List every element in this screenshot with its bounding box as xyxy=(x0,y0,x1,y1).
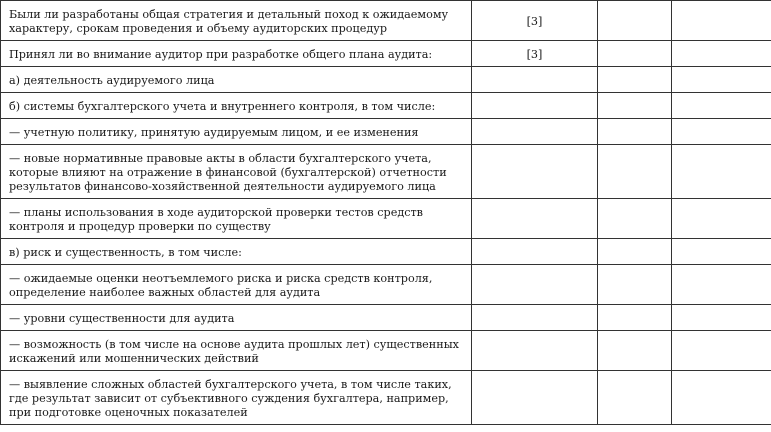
reference-cell xyxy=(472,199,598,239)
table-row xyxy=(1,67,771,93)
reference-cell xyxy=(472,265,598,305)
answer-cell xyxy=(598,67,672,93)
answer-cell xyxy=(598,265,672,305)
comment-cell xyxy=(672,41,771,67)
comment-cell xyxy=(672,145,771,199)
reference-cell: [3] xyxy=(472,41,598,67)
question-cell: — выявление сложных областей бухгалтерского учета, в том числе таких, где результат зависит от субъективного суждения бухгалтера, например, при подготовке оценочных показателей xyxy=(1,371,472,425)
answer-cell xyxy=(598,1,672,41)
comment-cell xyxy=(672,119,771,145)
question-cell: а) деятельность аудируемого лица xyxy=(1,67,472,93)
question-cell: б) системы бухгалтерского учета и внутреннего контроля, в том числе: xyxy=(1,93,472,119)
comment-cell xyxy=(672,305,771,331)
table-row xyxy=(1,199,771,239)
answer-cell xyxy=(598,239,672,265)
comment-cell xyxy=(672,93,771,119)
reference-cell xyxy=(472,119,598,145)
reference-cell xyxy=(472,331,598,371)
answer-cell xyxy=(598,41,672,67)
table-row xyxy=(1,1,771,41)
comment-cell xyxy=(672,239,771,265)
reference-cell xyxy=(472,145,598,199)
reference-cell xyxy=(472,67,598,93)
answer-cell xyxy=(598,305,672,331)
comment-cell xyxy=(672,371,771,425)
reference-cell xyxy=(472,371,598,425)
answer-cell xyxy=(598,145,672,199)
comment-cell xyxy=(672,331,771,371)
comment-cell xyxy=(672,1,771,41)
question-cell: — новые нормативные правовые акты в области бухгалтерского учета, которые влияют на отражение в финансовой (бухгалтерской) отчетности результатов финансово-хозяйственной деятельности аудируемого лица xyxy=(1,145,472,199)
question-cell: — возможность (в том числе на основе аудита прошлых лет) существенных искажений или мошеннических действий xyxy=(1,331,472,371)
table-row xyxy=(1,371,771,425)
table-row xyxy=(1,239,771,265)
table-row xyxy=(1,119,771,145)
question-cell: — ожидаемые оценки неотъемлемого риска и риска средств контроля, определение наиболее важных областей для аудита xyxy=(1,265,472,305)
reference-cell xyxy=(472,239,598,265)
question-cell: Были ли разработаны общая стратегия и детальный поход к ожидаемому характеру, срокам проведения и объему аудиторских процедур xyxy=(1,1,472,41)
reference-cell xyxy=(472,93,598,119)
question-cell: — уровни существенности для аудита xyxy=(1,305,472,331)
comment-cell xyxy=(672,199,771,239)
table-row xyxy=(1,41,771,67)
answer-cell xyxy=(598,199,672,239)
answer-cell xyxy=(598,119,672,145)
table-row xyxy=(1,265,771,305)
question-cell: — планы использования в ходе аудиторской проверки тестов средств контроля и процедур проверки по существу xyxy=(1,199,472,239)
question-cell: — учетную политику, принятую аудируемым лицом, и ее изменения xyxy=(1,119,472,145)
question-cell: в) риск и существенность, в том числе: xyxy=(1,239,472,265)
reference-cell xyxy=(472,305,598,331)
answer-cell xyxy=(598,331,672,371)
comment-cell xyxy=(672,67,771,93)
answer-cell xyxy=(598,371,672,425)
table-row xyxy=(1,145,771,199)
comment-cell xyxy=(672,265,771,305)
table-row xyxy=(1,305,771,331)
answer-cell xyxy=(598,93,672,119)
question-cell: Принял ли во внимание аудитор при разработке общего плана аудита: xyxy=(1,41,472,67)
reference-cell: [3] xyxy=(472,1,598,41)
table-row xyxy=(1,331,771,371)
table-row xyxy=(1,93,771,119)
